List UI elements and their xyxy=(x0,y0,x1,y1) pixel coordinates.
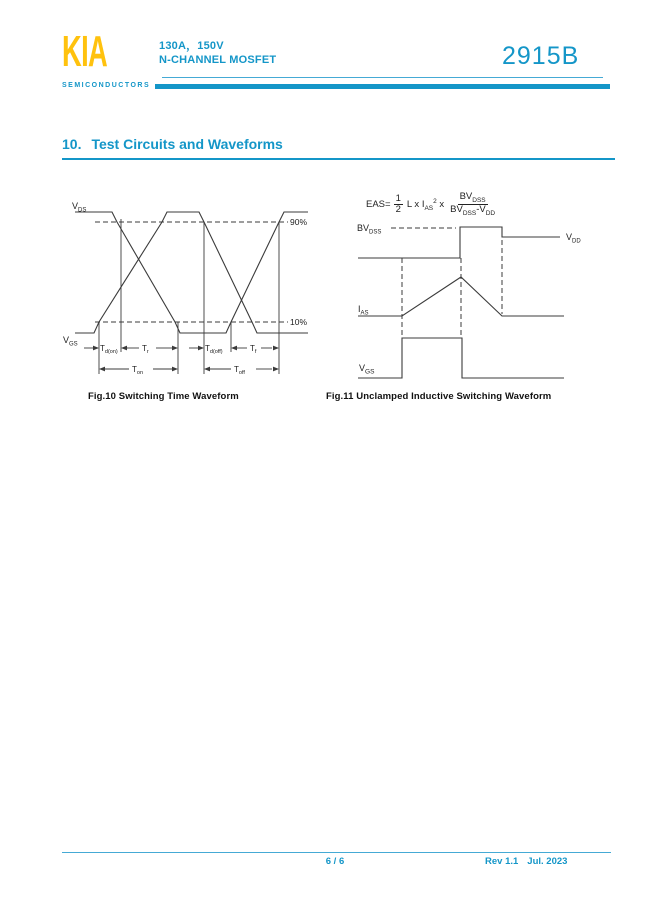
header-thin-rule xyxy=(162,77,603,78)
svg-text:Tf: $T_f$ xyxy=(250,344,257,355)
kia-logo-subtext: SEMICONDUCTORS xyxy=(62,82,151,89)
dashed-reference-lines xyxy=(391,228,502,338)
vds-label: $V_{DS}$ xyxy=(72,201,87,214)
td-on-dimension xyxy=(84,344,118,355)
revision-date: Jul. 2023 xyxy=(527,856,568,867)
section-rule xyxy=(62,158,615,160)
fig11-uis-waveform xyxy=(345,218,597,384)
section-number: 10. xyxy=(62,136,82,152)
td-off-dimension xyxy=(189,344,223,355)
toff-dimension xyxy=(204,365,279,376)
ton-dimension xyxy=(99,365,178,376)
device-spec xyxy=(159,39,276,67)
vdd-label: $V_{DD}$ xyxy=(566,232,581,245)
vgs-waveform xyxy=(75,212,308,333)
revision-info xyxy=(485,856,576,867)
ninety-percent-label: 90% xyxy=(290,217,308,227)
gate-pulse-waveform xyxy=(358,338,564,378)
fig10-switching-waveform xyxy=(55,190,315,382)
section-heading xyxy=(62,136,283,152)
drain-voltage-waveform xyxy=(358,227,560,258)
header-thick-rule xyxy=(155,84,610,89)
percent-reference-lines xyxy=(95,222,288,322)
svg-text:Tr: $T_r$ xyxy=(142,344,149,355)
tf-dimension xyxy=(231,344,279,355)
bvdss-fraction: $\frac{BV_{DSS}}{BV_{DSS}-V_{DD}}$ xyxy=(450,191,496,217)
part-number: 2915B xyxy=(502,42,580,70)
eas-equation xyxy=(366,192,497,217)
one-half-fraction: $\frac{1}{2}$ xyxy=(395,192,401,216)
page-number: 6 / 6 xyxy=(325,856,345,867)
equation-middle-term: L x $I_{AS}^2$ x xyxy=(406,197,445,212)
vgs-label: $V_{GS}$ xyxy=(359,363,375,376)
ias-label: $I_{AS}$ xyxy=(358,304,369,317)
kia-logo: KIA xyxy=(62,27,108,76)
section-title: Test Circuits and Waveforms xyxy=(91,136,283,152)
fig11-caption: Fig.11 Unclamped Inductive Switching Waveform xyxy=(326,391,552,402)
vds-waveform xyxy=(75,212,308,333)
fig10-caption: Fig.10 Switching Time Waveform xyxy=(88,391,239,402)
svg-text:Toff: $T_{off}$ xyxy=(234,365,245,376)
tr-dimension xyxy=(121,344,178,355)
svg-text:Td(on): $T_{d(on)}$ xyxy=(100,344,118,355)
svg-text:Td(off): $T_{d(off)}$ xyxy=(205,344,223,355)
ten-percent-label: 10% xyxy=(290,317,308,327)
footer-rule xyxy=(62,852,611,853)
svg-text:Ton: $T_{on}$ xyxy=(132,365,144,376)
spec-line-rating: 130A，150V xyxy=(159,40,224,52)
equation-lhs: EAS= xyxy=(366,199,391,211)
bvdss-label: $BV_{DSS}$ xyxy=(357,223,382,236)
vgs-label: $V_{GS}$ xyxy=(63,335,78,348)
revision: Rev 1.1 xyxy=(485,856,519,867)
spec-line-type: N-CHANNEL MOSFET xyxy=(159,54,277,66)
